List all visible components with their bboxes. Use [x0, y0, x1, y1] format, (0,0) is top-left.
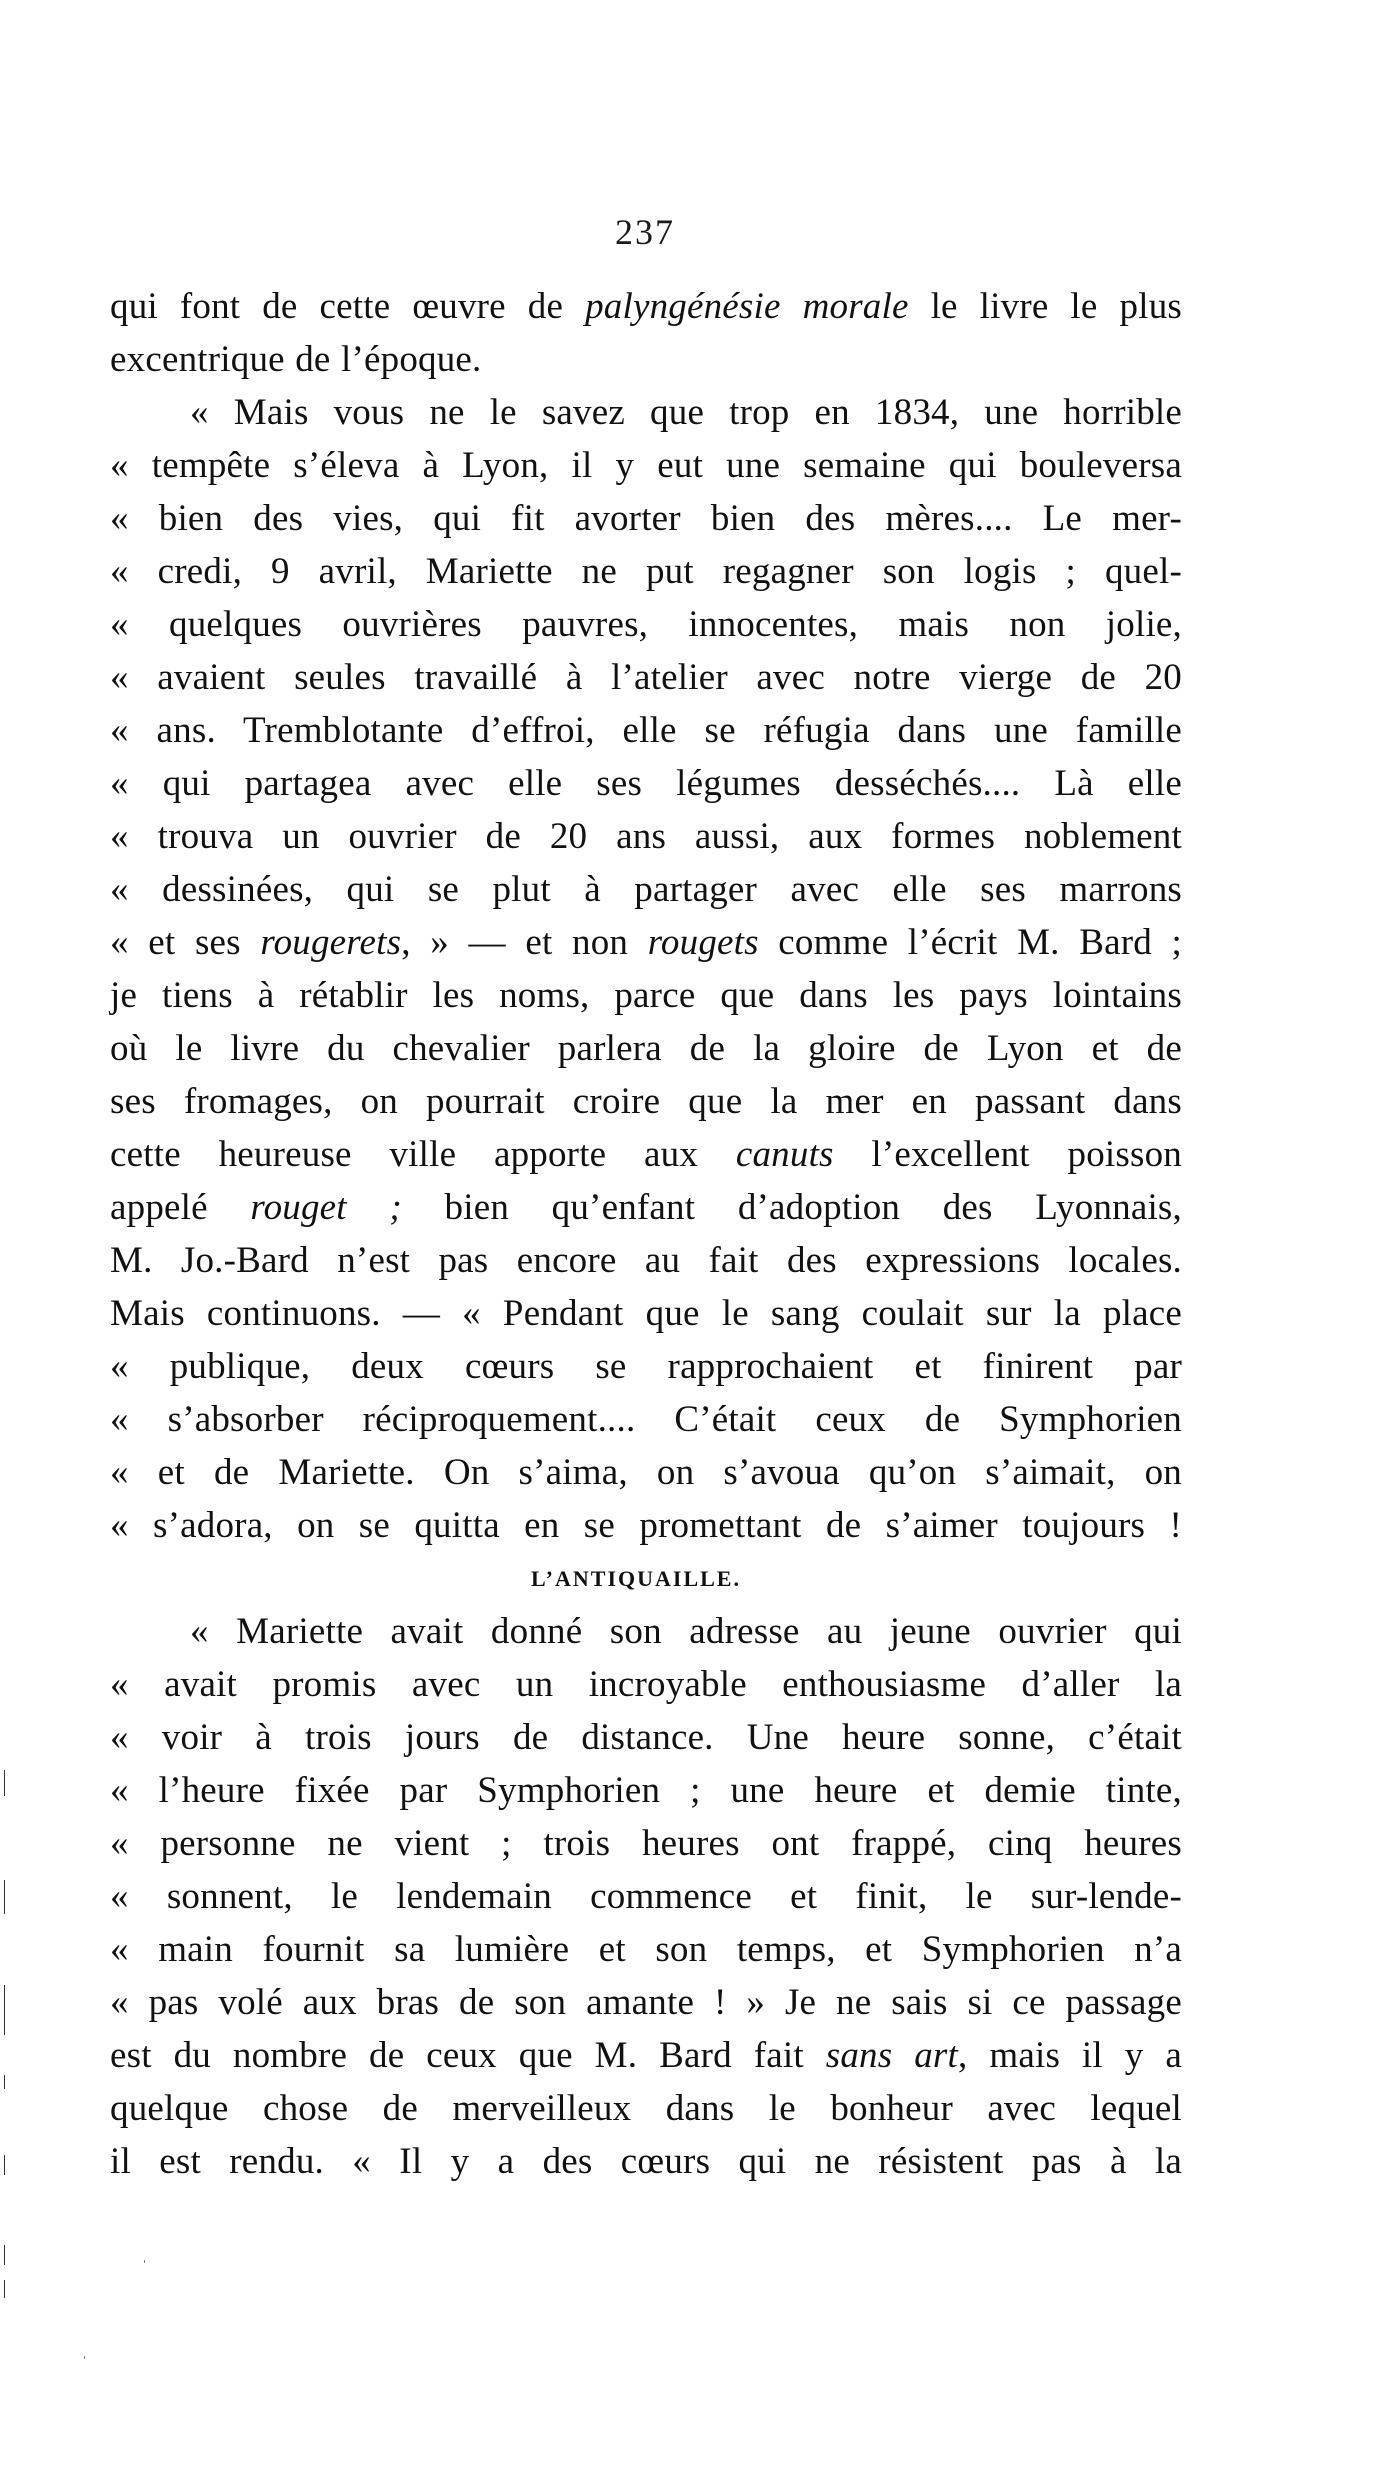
text-segment: bien qu’enfant d’adoption des Lyonnais,: [401, 1187, 1182, 1228]
text-segment: « et de Mariette. On s’aima, on s’avoua qu’on s’aimait, on: [110, 1452, 1182, 1493]
text-line: [110, 1075, 1182, 1128]
scan-artifact-mark: [4, 2155, 5, 2175]
text-line: [110, 492, 1182, 545]
text-segment: « quelques ouvrières pauvres, innocentes, mais non jolie,: [110, 604, 1182, 645]
page-number: 237: [615, 212, 675, 252]
text-line: [110, 1870, 1182, 1923]
text-segment: « voir à trois jours de distance. Une heure sonne, c’était: [110, 1717, 1182, 1758]
text-line: [110, 1446, 1182, 1499]
text-segment: l’excellent poisson: [833, 1134, 1182, 1175]
text-line: [110, 1393, 1182, 1446]
scan-artifact-mark: [4, 2280, 5, 2298]
text-segment: je tiens à rétablir les noms, parce que dans les pays lointains: [110, 975, 1182, 1016]
text-segment: « credi, 9 avril, Mariette ne put regagner son logis ; quel-: [110, 551, 1182, 592]
text-segment: « avaient seules travaillé à l’atelier avec notre vierge de 20: [110, 657, 1182, 698]
text-line: [110, 1022, 1182, 1075]
text-segment: excentrique de l’époque.: [110, 339, 482, 380]
italic-text: rougets: [647, 922, 759, 963]
scan-artifact-mark: [4, 1770, 5, 1796]
text-segment: « Mais vous ne le savez que trop en 1834, une horrible: [190, 392, 1182, 433]
text-line: [110, 1340, 1182, 1393]
text-segment: « dessinées, qui se plut à partager avec elle ses marrons: [110, 869, 1182, 910]
text-line: [110, 386, 1182, 439]
text-segment: , mais il y a: [958, 2035, 1183, 2076]
text-segment: « personne ne vient ; trois heures ont frappé, cinq heures: [110, 1823, 1182, 1864]
text-line: [110, 280, 1182, 333]
body-text: [110, 280, 1182, 2188]
text-segment: « bien des vies, qui fit avorter bien des mères.... Le mer-: [110, 498, 1182, 539]
text-line: [110, 810, 1182, 863]
text-line: [110, 916, 1182, 969]
text-line: [110, 598, 1182, 651]
text-line: [110, 333, 1182, 386]
paragraph-group-after-heading: [110, 1605, 1182, 2188]
text-segment: , » — et non: [401, 922, 648, 963]
text-segment: comme l’écrit M. Bard ;: [758, 922, 1182, 963]
text-segment: il est rendu. « Il y a des cœurs qui ne résistent pas à la: [110, 2141, 1182, 2182]
text-segment: ses fromages, on pourrait croire que la mer en passant dans: [110, 1081, 1182, 1122]
text-segment: « pas volé aux bras de son amante ! » Je ne sais si ce passage: [110, 1982, 1182, 2023]
text-segment: « tempête s’éleva à Lyon, il y eut une semaine qui bouleversa: [110, 445, 1182, 486]
text-line: [110, 969, 1182, 1022]
text-segment: « trouva un ouvrier de 20 ans aussi, aux formes noblement: [110, 816, 1182, 857]
text-segment: quelque chose de merveilleux dans le bonheur avec lequel: [110, 2088, 1182, 2129]
text-line: [110, 1923, 1182, 1976]
text-segment: « Mariette avait donné son adresse au jeune ouvrier qui: [190, 1611, 1182, 1652]
text-line: [110, 1764, 1182, 1817]
text-segment: « publique, deux cœurs se rapprochaient et finirent par: [110, 1346, 1182, 1387]
text-segment: « s’absorber réciproquement.... C’était ceux de Symphorien: [110, 1399, 1182, 1440]
italic-text: rouget ;: [250, 1187, 402, 1228]
text-segment: M. Jo.-Bard n’est pas encore au fait des expressions locales.: [110, 1240, 1182, 1281]
scan-artifact-mark: [4, 2075, 5, 2089]
italic-text: sans art: [825, 2035, 959, 2076]
text-line: [110, 1234, 1182, 1287]
text-segment: « main fournit sa lumière et son temps, et Symphorien n’a: [110, 1929, 1182, 1970]
text-segment: « sonnent, le lendemain commence et finit, le sur-lende-: [110, 1876, 1182, 1917]
text-line: [110, 704, 1182, 757]
text-line: [110, 1128, 1182, 1181]
text-segment: « qui partagea avec elle ses légumes desséchés.... Là elle: [110, 763, 1182, 804]
text-segment: Mais continuons. — « Pendant que le sang coulait sur la place: [110, 1293, 1182, 1334]
text-line: [110, 439, 1182, 492]
text-segment: où le livre du chevalier parlera de la gloire de Lyon et de: [110, 1028, 1182, 1069]
italic-text: canuts: [735, 1134, 834, 1175]
text-line: [110, 863, 1182, 916]
text-line: [110, 2135, 1182, 2188]
scan-artifact-speck: [144, 2260, 145, 2263]
text-line: [110, 1658, 1182, 1711]
scan-artifact-speck: [84, 2356, 85, 2359]
italic-text: rougerets: [260, 922, 402, 963]
text-line: [110, 1711, 1182, 1764]
text-line: [110, 1817, 1182, 1870]
text-segment: « avait promis avec un incroyable enthousiasme d’aller la: [110, 1664, 1182, 1705]
text-segment: « l’heure fixée par Symphorien ; une heure et demie tinte,: [110, 1770, 1182, 1811]
text-segment: « s’adora, on se quitta en se promettant de s’aimer toujours !: [110, 1505, 1182, 1546]
text-segment: appelé: [110, 1187, 251, 1228]
text-line: [110, 757, 1182, 810]
scan-artifact-mark: [4, 1880, 5, 1914]
text-line: [110, 2082, 1182, 2135]
scan-artifact-mark: [4, 2245, 5, 2265]
paragraph-group-before-heading: [110, 280, 1182, 1552]
text-segment: cette heureuse ville apporte aux: [110, 1134, 736, 1175]
text-segment: « ans. Tremblotante d’effroi, elle se réfugia dans une famille: [110, 710, 1182, 751]
text-segment: qui font de cette œuvre de: [110, 286, 586, 327]
text-line: [110, 1499, 1182, 1552]
section-heading: L’ANTIQUAILLE.: [531, 1566, 741, 1591]
text-segment: « et ses: [110, 922, 261, 963]
scan-artifact-mark: [4, 1985, 5, 2035]
text-line: [110, 1287, 1182, 1340]
text-line: [110, 651, 1182, 704]
text-segment: est du nombre de ceux que M. Bard fait: [110, 2035, 826, 2076]
text-line: [110, 1976, 1182, 2029]
text-line: [110, 1605, 1182, 1658]
text-line: [110, 2029, 1182, 2082]
italic-text: palyngénésie morale: [585, 286, 909, 327]
text-line: [110, 1181, 1182, 1234]
text-line: [110, 545, 1182, 598]
text-segment: le livre le plus: [908, 286, 1182, 327]
